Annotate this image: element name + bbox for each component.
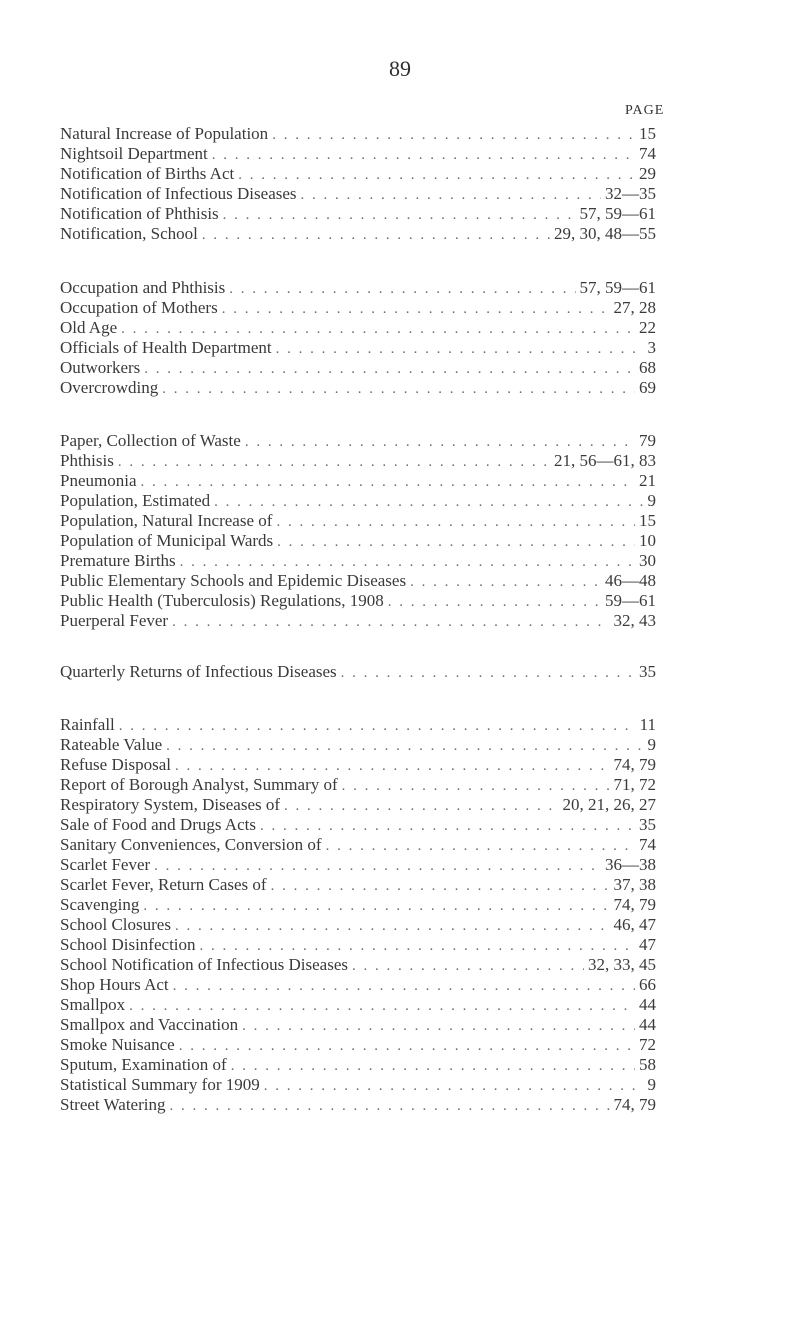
index-pages: 44 (639, 995, 656, 1014)
index-term: Sputum, Examination of (60, 1055, 227, 1074)
index-entry (60, 551, 656, 571)
group-spacer (60, 398, 656, 431)
index-pages: 21, 56—61, 83 (554, 451, 656, 470)
index-pages: 74, 79 (613, 1095, 656, 1114)
dot-leader (154, 856, 601, 876)
dot-leader (202, 225, 550, 245)
index-entry (60, 662, 656, 682)
group-spacer (60, 244, 656, 278)
index-entry (60, 378, 656, 398)
dot-leader (144, 359, 635, 379)
index-group (60, 431, 656, 631)
index-pages: 79 (639, 431, 656, 450)
index-list (60, 124, 656, 1115)
index-term: Sanitary Conveniences, Conversion of (60, 835, 322, 854)
index-entry (60, 184, 656, 204)
index-term: Report of Borough Analyst, Summary of (60, 775, 338, 794)
dot-leader (166, 736, 643, 756)
index-term: Rateable Value (60, 735, 163, 754)
index-term: School Notification of Infectious Diseases (60, 955, 348, 974)
dot-leader (264, 1076, 644, 1096)
dot-leader (271, 876, 610, 896)
index-term: Population, Natural Increase of (60, 511, 273, 530)
dot-leader (277, 532, 635, 552)
dot-leader (173, 976, 635, 996)
dot-leader (352, 956, 584, 976)
index-term: School Closures (60, 915, 171, 934)
index-pages: 11 (639, 715, 656, 734)
index-pages: 9 (647, 1075, 656, 1094)
index-pages: 10 (639, 531, 656, 550)
dot-leader (172, 612, 609, 632)
dot-leader (341, 663, 635, 683)
index-entry (60, 1095, 656, 1115)
index-entry (60, 511, 656, 531)
dot-leader (141, 472, 636, 492)
index-term: Old Age (60, 318, 118, 337)
group-spacer (60, 682, 656, 715)
index-pages: 21 (639, 471, 656, 490)
index-entry (60, 715, 656, 735)
index-term: Notification of Births Act (60, 164, 235, 183)
group-spacer (60, 631, 656, 662)
index-term: Officials of Health Department (60, 338, 272, 357)
index-pages: 22 (639, 318, 656, 337)
index-entry (60, 144, 656, 164)
dot-leader (162, 379, 635, 399)
dot-leader (222, 299, 610, 319)
index-term: Population of Municipal Wards (60, 531, 274, 550)
index-entry (60, 164, 656, 184)
index-pages: 32, 43 (613, 611, 656, 630)
index-term: Public Elementary Schools and Epidemic Diseases (60, 571, 407, 590)
index-term: Shop Hours Act (60, 975, 169, 994)
index-entry (60, 358, 656, 378)
index-term: Sale of Food and Drugs Acts (60, 815, 256, 834)
index-group (60, 715, 656, 1115)
dot-leader (121, 319, 635, 339)
index-entry (60, 531, 656, 551)
index-pages: 37, 38 (613, 875, 656, 894)
index-entry (60, 571, 656, 591)
dot-leader (200, 936, 635, 956)
index-pages: 3 (647, 338, 656, 357)
index-term: Nightsoil Department (60, 144, 208, 163)
dot-leader (410, 572, 601, 592)
index-pages: 66 (639, 975, 656, 994)
index-pages: 74, 79 (613, 755, 656, 774)
index-pages: 69 (639, 378, 656, 397)
index-term: Refuse Disposal (60, 755, 171, 774)
index-pages: 58 (639, 1055, 656, 1074)
index-group (60, 662, 656, 682)
index-pages: 57, 59—61 (579, 278, 656, 297)
dot-leader (242, 1016, 635, 1036)
dot-leader (231, 1056, 635, 1076)
index-entry (60, 204, 656, 224)
index-entry (60, 895, 656, 915)
index-entry (60, 1035, 656, 1055)
index-term: Smallpox (60, 995, 126, 1014)
index-term: Smoke Nuisance (60, 1035, 175, 1054)
dot-leader (214, 492, 643, 512)
index-pages: 46, 47 (613, 915, 656, 934)
index-entry (60, 224, 656, 244)
index-term: Notification of Phthisis (60, 204, 219, 223)
index-pages: 72 (639, 1035, 656, 1054)
index-term: Scarlet Fever (60, 855, 151, 874)
dot-leader (284, 796, 558, 816)
index-entry (60, 915, 656, 935)
index-pages: 9 (647, 735, 656, 754)
index-entry (60, 431, 656, 451)
dot-leader (175, 756, 610, 776)
index-entry (60, 735, 656, 755)
index-entry (60, 815, 656, 835)
index-term: Notification, School (60, 224, 198, 243)
index-pages: 74, 79 (613, 895, 656, 914)
index-entry (60, 451, 656, 471)
index-term: Smallpox and Vaccination (60, 1015, 239, 1034)
index-term: Premature Births (60, 551, 176, 570)
dot-leader (276, 512, 635, 532)
index-pages: 68 (639, 358, 656, 377)
page-number: 89 (389, 56, 411, 81)
index-pages: 30 (639, 551, 656, 570)
index-pages: 15 (639, 511, 656, 530)
index-pages: 35 (639, 815, 656, 834)
index-term: Rainfall (60, 715, 115, 734)
index-term: Scavenging (60, 895, 140, 914)
index-term: Overcrowding (60, 378, 159, 397)
index-pages: 74 (639, 144, 656, 163)
index-term: Scarlet Fever, Return Cases of (60, 875, 267, 894)
dot-leader (223, 205, 576, 225)
index-entry (60, 1015, 656, 1035)
index-term: Occupation of Mothers (60, 298, 218, 317)
index-entry (60, 835, 656, 855)
dot-leader (179, 1036, 635, 1056)
index-entry (60, 775, 656, 795)
dot-leader (118, 452, 550, 472)
dot-leader (229, 279, 575, 299)
index-pages: 32, 33, 45 (588, 955, 656, 974)
index-entry (60, 491, 656, 511)
index-term: Public Health (Tuberculosis) Regulations, 1908 (60, 591, 384, 610)
index-term: Street Watering (60, 1095, 166, 1114)
page-column-header: PAGE (625, 103, 665, 118)
index-entry (60, 955, 656, 975)
index-pages: 59—61 (605, 591, 656, 610)
index-term: Phthisis (60, 451, 114, 470)
dot-leader (301, 185, 601, 205)
dot-leader (119, 716, 636, 736)
dot-leader (245, 432, 635, 452)
index-pages: 29, 30, 48—55 (554, 224, 656, 243)
index-entry (60, 471, 656, 491)
index-term: Outworkers (60, 358, 141, 377)
dot-leader (272, 125, 635, 145)
index-pages: 35 (639, 662, 656, 681)
index-term: School Disinfection (60, 935, 196, 954)
index-entry (60, 338, 656, 358)
index-group (60, 278, 656, 398)
index-pages: 29 (639, 164, 656, 183)
index-pages: 71, 72 (613, 775, 656, 794)
index-term: Paper, Collection of Waste (60, 431, 241, 450)
index-entry (60, 935, 656, 955)
index-entry (60, 995, 656, 1015)
dot-leader (169, 1096, 609, 1116)
index-pages: 32—35 (605, 184, 656, 203)
index-term: Occupation and Phthisis (60, 278, 226, 297)
index-term: Quarterly Returns of Infectious Diseases (60, 662, 337, 681)
index-entry (60, 795, 656, 815)
index-entry (60, 278, 656, 298)
index-group (60, 124, 656, 244)
index-term: Respiratory System, Diseases of (60, 795, 281, 814)
index-entry (60, 124, 656, 144)
index-pages: 74 (639, 835, 656, 854)
dot-leader (212, 145, 635, 165)
dot-leader (175, 916, 610, 936)
index-entry (60, 755, 656, 775)
index-entry (60, 1055, 656, 1075)
index-entry (60, 975, 656, 995)
index-term: Notification of Infectious Diseases (60, 184, 297, 203)
index-pages: 27, 28 (613, 298, 656, 317)
index-term: Natural Increase of Population (60, 124, 269, 143)
index-entry (60, 1075, 656, 1095)
index-entry (60, 611, 656, 631)
index-pages: 9 (647, 491, 656, 510)
dot-leader (180, 552, 635, 572)
index-entry (60, 298, 656, 318)
index-pages: 57, 59—61 (579, 204, 656, 223)
dot-leader (388, 592, 601, 612)
index-entry (60, 318, 656, 338)
index-entry (60, 591, 656, 611)
index-pages: 20, 21, 26, 27 (562, 795, 656, 814)
dot-leader (326, 836, 635, 856)
index-term: Pneumonia (60, 471, 137, 490)
dot-leader (276, 339, 644, 359)
index-term: Population, Estimated (60, 491, 211, 510)
dot-leader (342, 776, 610, 796)
dot-leader (129, 996, 635, 1016)
index-pages: 44 (639, 1015, 656, 1034)
index-term: Puerperal Fever (60, 611, 169, 630)
index-entry (60, 855, 656, 875)
dot-leader (143, 896, 609, 916)
index-pages: 15 (639, 124, 656, 143)
dot-leader (260, 816, 635, 836)
index-term: Statistical Summary for 1909 (60, 1075, 260, 1094)
index-entry (60, 875, 656, 895)
index-pages: 36—38 (605, 855, 656, 874)
dot-leader (238, 165, 635, 185)
index-pages: 46—48 (605, 571, 656, 590)
index-pages: 47 (639, 935, 656, 954)
